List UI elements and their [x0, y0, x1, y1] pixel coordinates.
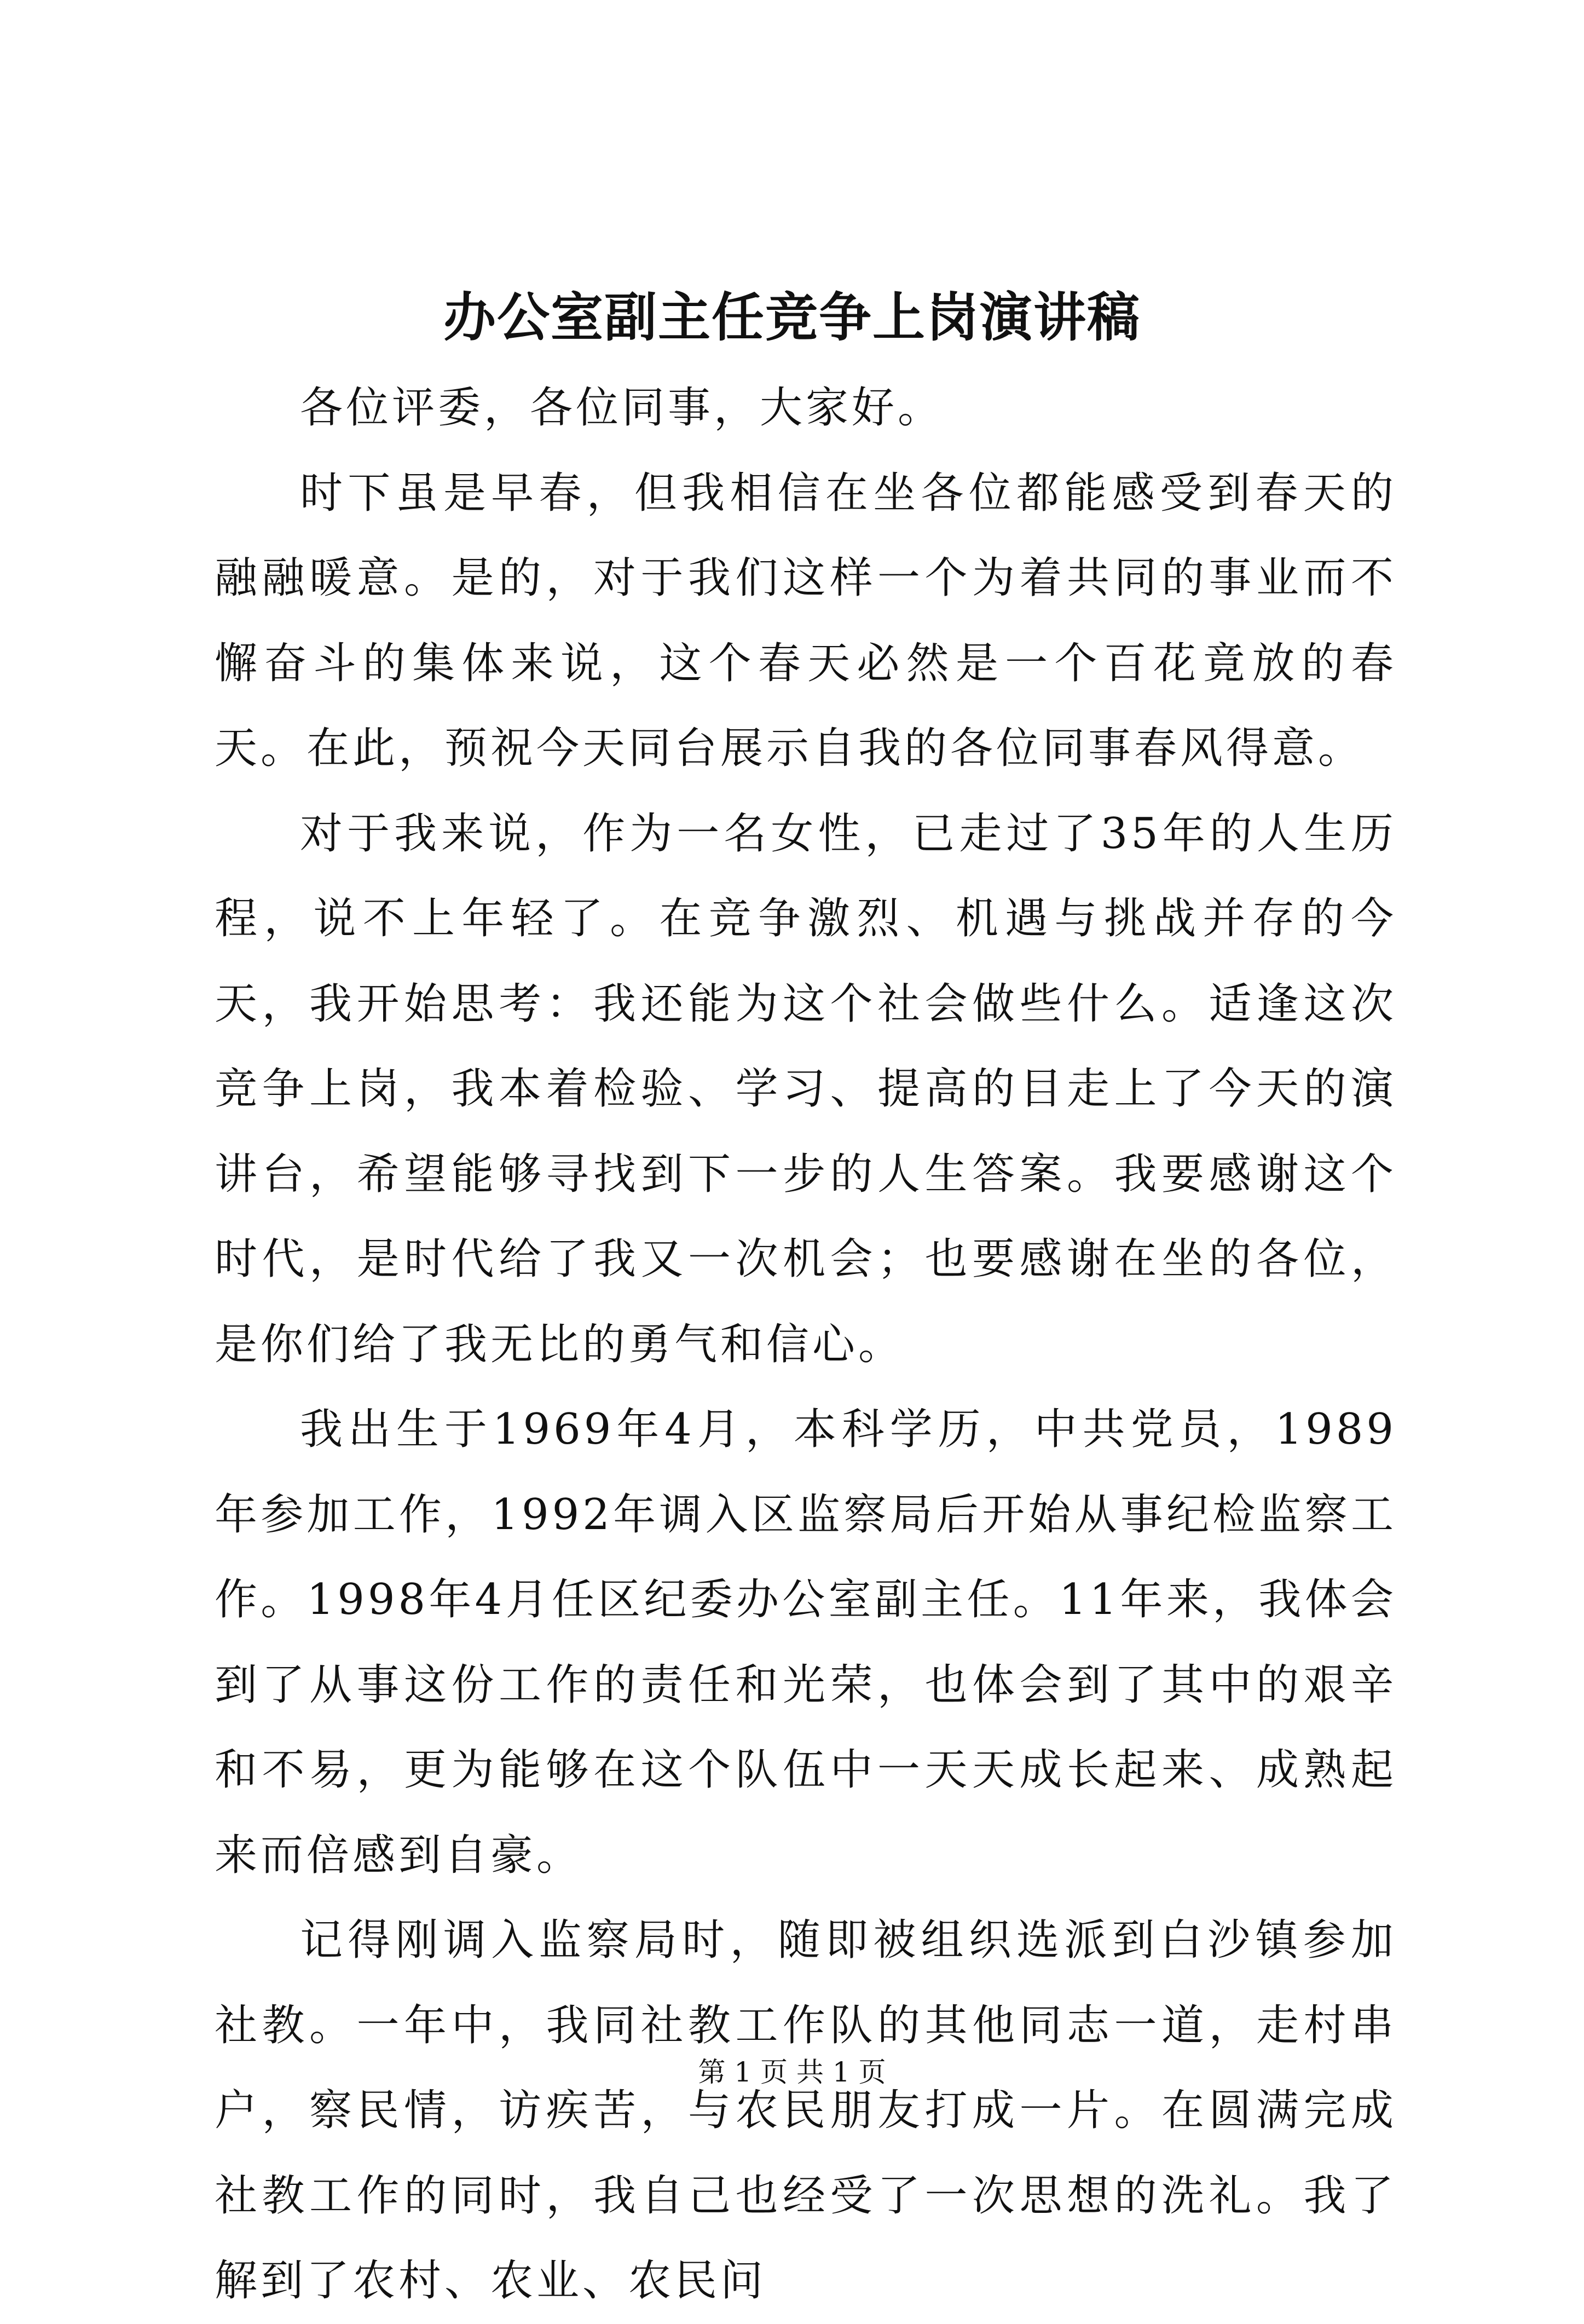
- paragraph-greeting: 各位评委，各位同事，大家好。: [300, 383, 944, 432]
- document-title: 办公室副主任竞争上岗演讲稿: [443, 286, 1141, 348]
- document-body: [215, 366, 1397, 2324]
- paragraph-personal: 对于我来说，作为一名女性，已走过了35年的人生历程，说不上年轻了。在竞争激烈、机遇与挑战并存的今天，我开始思考：我还能为这个社会做些什么。适逢这次竞争上岗，我本着检验、学习、提高的目走上了今天的演讲台，希望能够寻找到下一步的人生答案。我要感谢这个时代，是时代给了我又一次机会；也要感谢在坐的各位，是你们给了我无比的勇气和信心。: [215, 809, 1397, 1369]
- paragraph-spring: 时下虽是早春，但我相信在坐各位都能感受到春天的融融暖意。是的，对于我们这样一个为着共同的事业而不懈奋斗的集体来说，这个春天必然是一个百花竟放的春天。在此，预祝今天同台展示自我的各位同事春风得意。: [215, 468, 1397, 773]
- page-footer: 第 1 页 共 1 页: [698, 2056, 886, 2088]
- paragraph-experience: 记得刚调入监察局时，随即被组织选派到白沙镇参加社教。一年中，我同社教工作队的其他同志一道，走村串户，察民情，访疾苦，与农民朋友打成一片。在圆满完成社教工作的同时，我自己也经受了一次思想的洗礼。我了解到了农村、农业、农民问: [215, 1916, 1397, 2305]
- paragraph-background: 我出生于1969年4月，本科学历，中共党员，1989年参加工作，1992年调入区监察局后开始从事纪检监察工作。1998年4月任区纪委办公室副主任。11年来，我体会到了从事这份工作的责任和光荣，也体会到了其中的艰辛和不易，更为能够在这个队伍中一天天成长起来、成熟起来而倍感到自豪。: [215, 1405, 1397, 1880]
